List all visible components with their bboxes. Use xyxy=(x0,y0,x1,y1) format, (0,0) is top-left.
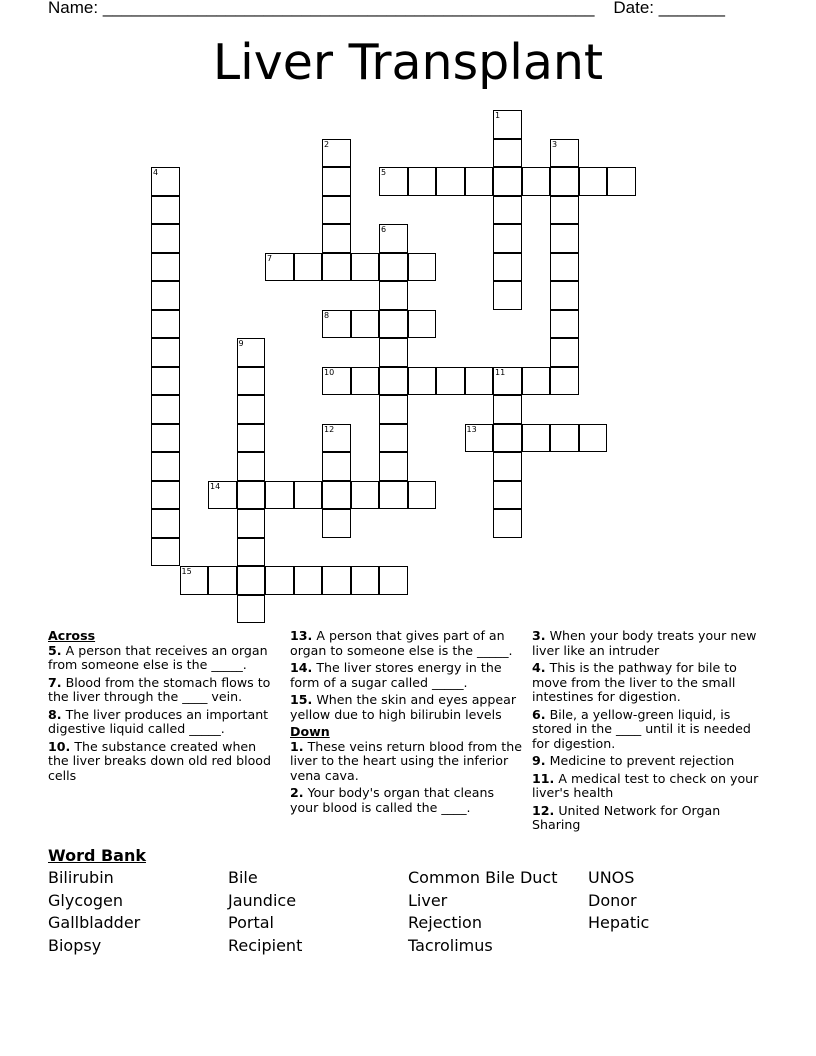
crossword-letter-input[interactable] xyxy=(380,453,407,480)
crossword-letter-input[interactable] xyxy=(380,225,407,252)
crossword-letter-input[interactable] xyxy=(494,282,521,309)
word-bank-item: Jaundice xyxy=(228,891,297,910)
crossword-cell[interactable] xyxy=(151,367,180,396)
clues-column-3 xyxy=(532,629,768,836)
crossword-cell[interactable] xyxy=(265,566,294,595)
crossword-cell[interactable] xyxy=(322,167,351,196)
crossword-cell[interactable] xyxy=(351,481,380,510)
crossword-letter-input[interactable] xyxy=(238,453,265,480)
crossword-letter-input[interactable] xyxy=(323,425,350,452)
crossword-cell[interactable] xyxy=(322,253,351,282)
crossword-cell[interactable] xyxy=(151,253,180,282)
crossword-letter-input[interactable] xyxy=(551,225,578,252)
crossword-letter-input[interactable] xyxy=(494,425,521,452)
date-blank[interactable]: _______ xyxy=(658,0,725,17)
crossword-cell[interactable] xyxy=(322,196,351,225)
crossword-cell[interactable] xyxy=(522,424,551,453)
crossword-cell[interactable] xyxy=(151,452,180,481)
crossword-cell[interactable] xyxy=(237,367,266,396)
crossword-letter-input[interactable] xyxy=(494,197,521,224)
name-label: Name: xyxy=(48,0,99,17)
crossword-cell[interactable] xyxy=(550,196,579,225)
clue-across-13: 13. A person that gives part of an organ to someone else is the _____. xyxy=(290,628,513,658)
crossword-letter-input[interactable] xyxy=(494,453,521,480)
clue-number: 1 xyxy=(495,111,501,120)
crossword-letter-input[interactable] xyxy=(437,368,464,395)
crossword-letter-input[interactable] xyxy=(209,567,236,594)
crossword-letter-input[interactable] xyxy=(152,453,179,480)
crossword-letter-input[interactable] xyxy=(551,254,578,281)
clues-column-1 xyxy=(48,629,280,786)
crossword-letter-input[interactable] xyxy=(352,311,379,338)
clue-number: 12 xyxy=(324,424,335,434)
crossword-letter-input[interactable] xyxy=(323,168,350,195)
crossword-letter-input[interactable] xyxy=(551,282,578,309)
crossword-cell[interactable] xyxy=(550,167,579,196)
clue-across-10: 10. The substance created when the liver breaks down old red blood cells xyxy=(48,738,271,783)
crossword-cell[interactable] xyxy=(522,167,551,196)
crossword-letter-input[interactable] xyxy=(295,567,322,594)
crossword-cell[interactable] xyxy=(379,338,408,367)
crossword-cell[interactable] xyxy=(379,281,408,310)
crossword-cell[interactable] xyxy=(550,224,579,253)
crossword-letter-input[interactable] xyxy=(323,567,350,594)
crossword-letter-input[interactable] xyxy=(323,140,350,167)
crossword-letter-input[interactable] xyxy=(523,368,550,395)
word-bank-heading: Word Bank xyxy=(48,846,147,865)
crossword-letter-input[interactable] xyxy=(352,567,379,594)
clue-across-7: 7. Blood from the stomach flows to the liver through the ____ vein. xyxy=(48,674,271,704)
crossword-letter-input[interactable] xyxy=(266,482,293,509)
crossword-cell[interactable] xyxy=(294,481,323,510)
crossword-letter-input[interactable] xyxy=(380,482,407,509)
crossword-cell[interactable] xyxy=(408,367,437,396)
word-bank-item: Bile xyxy=(228,868,258,887)
crossword-cell[interactable] xyxy=(550,139,579,168)
crossword-letter-input[interactable] xyxy=(238,425,265,452)
crossword-letter-input[interactable] xyxy=(380,396,407,423)
crossword-letter-input[interactable] xyxy=(494,140,521,167)
crossword-cell[interactable] xyxy=(493,424,522,453)
crossword-letter-input[interactable] xyxy=(238,567,265,594)
clue-across-15: 15. When the skin and eyes appear yellow due to high bilirubin levels xyxy=(290,692,517,722)
crossword-cell[interactable] xyxy=(351,566,380,595)
crossword-cell[interactable] xyxy=(151,310,180,339)
word-bank-item: Rejection xyxy=(408,913,482,932)
crossword-letter-input[interactable] xyxy=(238,339,265,366)
crossword-cell[interactable] xyxy=(550,310,579,339)
crossword-cell[interactable] xyxy=(322,424,351,453)
crossword-letter-input[interactable] xyxy=(551,311,578,338)
crossword-cell[interactable] xyxy=(408,167,437,196)
crossword-letter-input[interactable] xyxy=(295,482,322,509)
crossword-letter-input[interactable] xyxy=(152,225,179,252)
crossword-cell[interactable] xyxy=(151,538,180,567)
clue-number: 8 xyxy=(324,310,330,320)
crossword-cell[interactable] xyxy=(237,395,266,424)
crossword-cell[interactable] xyxy=(237,481,266,510)
crossword-cell[interactable] xyxy=(322,367,351,396)
crossword-letter-input[interactable] xyxy=(152,168,179,195)
crossword-cell[interactable] xyxy=(550,424,579,453)
clue-number: 15 xyxy=(181,567,192,576)
crossword-letter-input[interactable] xyxy=(152,510,179,537)
crossword-letter-input[interactable] xyxy=(323,311,350,338)
crossword-cell[interactable] xyxy=(379,566,408,595)
word-bank-item: Gallbladder xyxy=(48,913,141,932)
crossword-cell[interactable] xyxy=(151,224,180,253)
crossword-cell[interactable] xyxy=(351,367,380,396)
crossword-letter-input[interactable] xyxy=(380,368,407,395)
crossword-cell[interactable] xyxy=(579,167,608,196)
crossword-cell[interactable] xyxy=(379,395,408,424)
crossword-cell[interactable] xyxy=(465,167,494,196)
crossword-letter-input[interactable] xyxy=(494,254,521,281)
crossword-cell[interactable] xyxy=(379,481,408,510)
crossword-cell[interactable] xyxy=(550,338,579,367)
crossword-cell[interactable] xyxy=(579,424,608,453)
crossword-cell[interactable] xyxy=(151,281,180,310)
crossword-letter-input[interactable] xyxy=(266,254,293,281)
clue-number: 10 xyxy=(324,367,335,377)
word-bank-item: Portal xyxy=(228,913,274,932)
crossword-letter-input[interactable] xyxy=(323,225,350,252)
word-bank-item: Biopsy xyxy=(48,936,102,955)
crossword-cell[interactable] xyxy=(151,338,180,367)
crossword-letter-input[interactable] xyxy=(152,254,179,281)
clue-number: 3 xyxy=(552,139,558,149)
crossword-cell[interactable] xyxy=(550,367,579,396)
clue-down-2: 2. Your body's organ that cleans your blood is called the ____. xyxy=(290,785,495,815)
crossword-cell[interactable] xyxy=(408,310,437,339)
crossword-letter-input[interactable] xyxy=(238,596,265,623)
word-bank-item: Bilirubin xyxy=(48,868,114,887)
word-bank-item: Donor xyxy=(588,891,637,910)
crossword-cell[interactable] xyxy=(493,281,522,310)
crossword-cell[interactable] xyxy=(237,538,266,567)
crossword-letter-input[interactable] xyxy=(380,425,407,452)
clue-number: 9 xyxy=(238,339,244,348)
page-title: Liver Transplant xyxy=(212,34,604,91)
crossword-cell[interactable] xyxy=(294,566,323,595)
crossword-letter-input[interactable] xyxy=(437,168,464,195)
clue-number: 4 xyxy=(153,168,159,177)
crossword-cell[interactable] xyxy=(322,139,351,168)
crossword-letter-input[interactable] xyxy=(323,453,350,480)
crossword-cell[interactable] xyxy=(493,253,522,282)
crossword-cell[interactable] xyxy=(237,566,266,595)
clue-number: 2 xyxy=(324,139,330,149)
crossword-cell[interactable] xyxy=(436,367,465,396)
crossword-letter-input[interactable] xyxy=(380,567,407,594)
crossword-cell[interactable] xyxy=(436,167,465,196)
word-bank-item: Hepatic xyxy=(588,913,650,932)
word-bank-item: Liver xyxy=(408,891,448,910)
crossword-letter-input[interactable] xyxy=(295,254,322,281)
crossword-cell[interactable] xyxy=(151,424,180,453)
crossword-letter-input[interactable] xyxy=(380,311,407,338)
crossword-letter-input[interactable] xyxy=(380,254,407,281)
crossword-cell[interactable] xyxy=(351,310,380,339)
clue-across-5: 5. A person that receives an organ from someone else is the _____. xyxy=(48,642,268,672)
down-heading: Down xyxy=(290,724,330,739)
crossword-cell[interactable] xyxy=(522,367,551,396)
crossword-letter-input[interactable] xyxy=(209,482,236,509)
word-bank-item: UNOS xyxy=(588,868,635,887)
crossword-letter-input[interactable] xyxy=(551,368,578,395)
crossword-letter-input[interactable] xyxy=(323,482,350,509)
crossword-letter-input[interactable] xyxy=(494,368,521,395)
crossword-cell[interactable] xyxy=(379,452,408,481)
crossword-cell[interactable] xyxy=(379,253,408,282)
crossword-letter-input[interactable] xyxy=(494,225,521,252)
crossword-cell[interactable] xyxy=(237,509,266,538)
crossword-letter-input[interactable] xyxy=(466,168,493,195)
crossword-cell[interactable] xyxy=(322,310,351,339)
crossword-cell[interactable] xyxy=(379,367,408,396)
word-bank-item: Glycogen xyxy=(48,891,124,910)
crossword-letter-input[interactable] xyxy=(494,510,521,537)
crossword-cell[interactable] xyxy=(237,424,266,453)
clue-number: 11 xyxy=(495,367,506,377)
word-bank-item: Common Bile Duct xyxy=(408,868,558,887)
crossword-cell[interactable] xyxy=(408,253,437,282)
crossword-letter-input[interactable] xyxy=(551,425,578,452)
crossword-cell[interactable] xyxy=(265,481,294,510)
clue-number: 13 xyxy=(466,424,477,434)
crossword-cell[interactable] xyxy=(265,253,294,282)
crossword-cell[interactable] xyxy=(151,481,180,510)
crossword-cell[interactable] xyxy=(607,167,636,196)
crossword-letter-input[interactable] xyxy=(238,482,265,509)
crossword-cell[interactable] xyxy=(493,167,522,196)
crossword-letter-input[interactable] xyxy=(238,539,265,566)
crossword-letter-input[interactable] xyxy=(494,482,521,509)
clue-number: 5 xyxy=(381,168,387,177)
word-bank-item: Recipient xyxy=(228,936,303,955)
clues-column-2 xyxy=(290,629,522,818)
crossword-cell[interactable] xyxy=(322,566,351,595)
crossword-cell[interactable] xyxy=(379,167,408,196)
crossword-letter-input[interactable] xyxy=(352,254,379,281)
crossword-cell[interactable] xyxy=(322,224,351,253)
name-blank[interactable]: ____________________________________________________ xyxy=(102,0,595,17)
crossword-letter-input[interactable] xyxy=(494,396,521,423)
clue-down-9: 9. Medicine to prevent rejection xyxy=(532,753,735,768)
crossword-letter-input[interactable] xyxy=(523,425,550,452)
crossword-cell[interactable] xyxy=(151,509,180,538)
crossword-letter-input[interactable] xyxy=(580,168,607,195)
clue-down-3: 3. When your body treats your new liver like an intruder xyxy=(532,628,757,658)
clue-number: 7 xyxy=(267,253,273,263)
header-line xyxy=(48,0,748,18)
crossword-letter-input[interactable] xyxy=(323,510,350,537)
crossword-cell[interactable] xyxy=(379,424,408,453)
crossword-cell[interactable] xyxy=(208,566,237,595)
crossword-letter-input[interactable] xyxy=(551,140,578,167)
crossword-cell[interactable] xyxy=(379,310,408,339)
crossword-letter-input[interactable] xyxy=(494,168,521,195)
clue-down-11: 11. A medical test to check on your liver's health xyxy=(532,770,759,800)
crossword-letter-input[interactable] xyxy=(523,168,550,195)
crossword-letter-input[interactable] xyxy=(238,368,265,395)
crossword-cell[interactable] xyxy=(151,196,180,225)
crossword-cell[interactable] xyxy=(237,452,266,481)
crossword-cell[interactable] xyxy=(208,481,237,510)
across-heading: Across xyxy=(48,628,96,643)
crossword-cell[interactable] xyxy=(550,281,579,310)
crossword-letter-input[interactable] xyxy=(466,425,493,452)
clue-down-6: 6. Bile, a yellow-green liquid, is stored in the ____ until it is needed for digestion. xyxy=(532,706,751,751)
clue-across-8: 8. The liver produces an important digestive liquid called _____. xyxy=(48,706,269,736)
crossword-cell[interactable] xyxy=(493,224,522,253)
crossword-letter-input[interactable] xyxy=(152,425,179,452)
crossword-cell[interactable] xyxy=(151,395,180,424)
crossword-letter-input[interactable] xyxy=(352,482,379,509)
crossword-letter-input[interactable] xyxy=(152,197,179,224)
crossword-letter-input[interactable] xyxy=(409,311,436,338)
crossword-cell[interactable] xyxy=(322,509,351,538)
crossword-letter-input[interactable] xyxy=(323,368,350,395)
crossword-cell[interactable] xyxy=(322,452,351,481)
crossword-letter-input[interactable] xyxy=(580,425,607,452)
crossword-letter-input[interactable] xyxy=(152,282,179,309)
clue-down-4: 4. This is the pathway for bile to move from the liver to the small intestines for digestion. xyxy=(532,660,737,704)
crossword-cell[interactable] xyxy=(408,481,437,510)
clue-across-14: 14. The liver stores energy in the form of a sugar called _____. xyxy=(290,660,502,690)
crossword-letter-input[interactable] xyxy=(323,254,350,281)
crossword-cell[interactable] xyxy=(493,110,522,139)
crossword-cell[interactable] xyxy=(465,367,494,396)
date-label: Date: xyxy=(613,0,654,17)
crossword-cell[interactable] xyxy=(237,338,266,367)
crossword-letter-input[interactable] xyxy=(266,567,293,594)
crossword-letter-input[interactable] xyxy=(551,168,578,195)
crossword-letter-input[interactable] xyxy=(152,368,179,395)
crossword-letter-input[interactable] xyxy=(409,254,436,281)
crossword-cell[interactable] xyxy=(351,253,380,282)
clue-number: 14 xyxy=(210,481,221,491)
crossword-letter-input[interactable] xyxy=(466,368,493,395)
crossword-cell[interactable] xyxy=(493,452,522,481)
crossword-letter-input[interactable] xyxy=(352,368,379,395)
crossword-letter-input[interactable] xyxy=(494,111,521,138)
crossword-letter-input[interactable] xyxy=(551,339,578,366)
crossword-letter-input[interactable] xyxy=(238,396,265,423)
crossword-cell[interactable] xyxy=(550,253,579,282)
crossword-cell[interactable] xyxy=(151,167,180,196)
crossword-letter-input[interactable] xyxy=(551,197,578,224)
crossword-letter-input[interactable] xyxy=(409,368,436,395)
crossword-cell[interactable] xyxy=(379,224,408,253)
crossword-cell[interactable] xyxy=(180,566,209,595)
crossword-letter-input[interactable] xyxy=(152,311,179,338)
crossword-letter-input[interactable] xyxy=(380,282,407,309)
clue-number: 6 xyxy=(381,225,387,234)
crossword-letter-input[interactable] xyxy=(608,168,635,195)
crossword-cell[interactable] xyxy=(465,424,494,453)
crossword-cell[interactable] xyxy=(493,509,522,538)
crossword-letter-input[interactable] xyxy=(323,197,350,224)
crossword-cell[interactable] xyxy=(493,395,522,424)
clue-down-12: 12. United Network for Organ Sharing xyxy=(532,802,721,832)
crossword-cell[interactable] xyxy=(322,481,351,510)
crossword-cell[interactable] xyxy=(237,595,266,624)
crossword-letter-input[interactable] xyxy=(380,168,407,195)
crossword-cell[interactable] xyxy=(493,481,522,510)
crossword-letter-input[interactable] xyxy=(152,482,179,509)
crossword-letter-input[interactable] xyxy=(409,168,436,195)
word-bank-item: Tacrolimus xyxy=(408,936,493,955)
crossword-cell[interactable] xyxy=(294,253,323,282)
crossword-letter-input[interactable] xyxy=(409,482,436,509)
crossword-letter-input[interactable] xyxy=(152,339,179,366)
crossword-letter-input[interactable] xyxy=(152,539,179,566)
crossword-letter-input[interactable] xyxy=(181,567,208,594)
crossword-cell[interactable] xyxy=(493,196,522,225)
crossword-letter-input[interactable] xyxy=(152,396,179,423)
crossword-cell[interactable] xyxy=(493,139,522,168)
crossword-letter-input[interactable] xyxy=(380,339,407,366)
crossword-cell[interactable] xyxy=(493,367,522,396)
clue-down-1: 1. These veins return blood from the liver to the heart using the inferior vena cava. xyxy=(290,738,522,783)
crossword-letter-input[interactable] xyxy=(238,510,265,537)
